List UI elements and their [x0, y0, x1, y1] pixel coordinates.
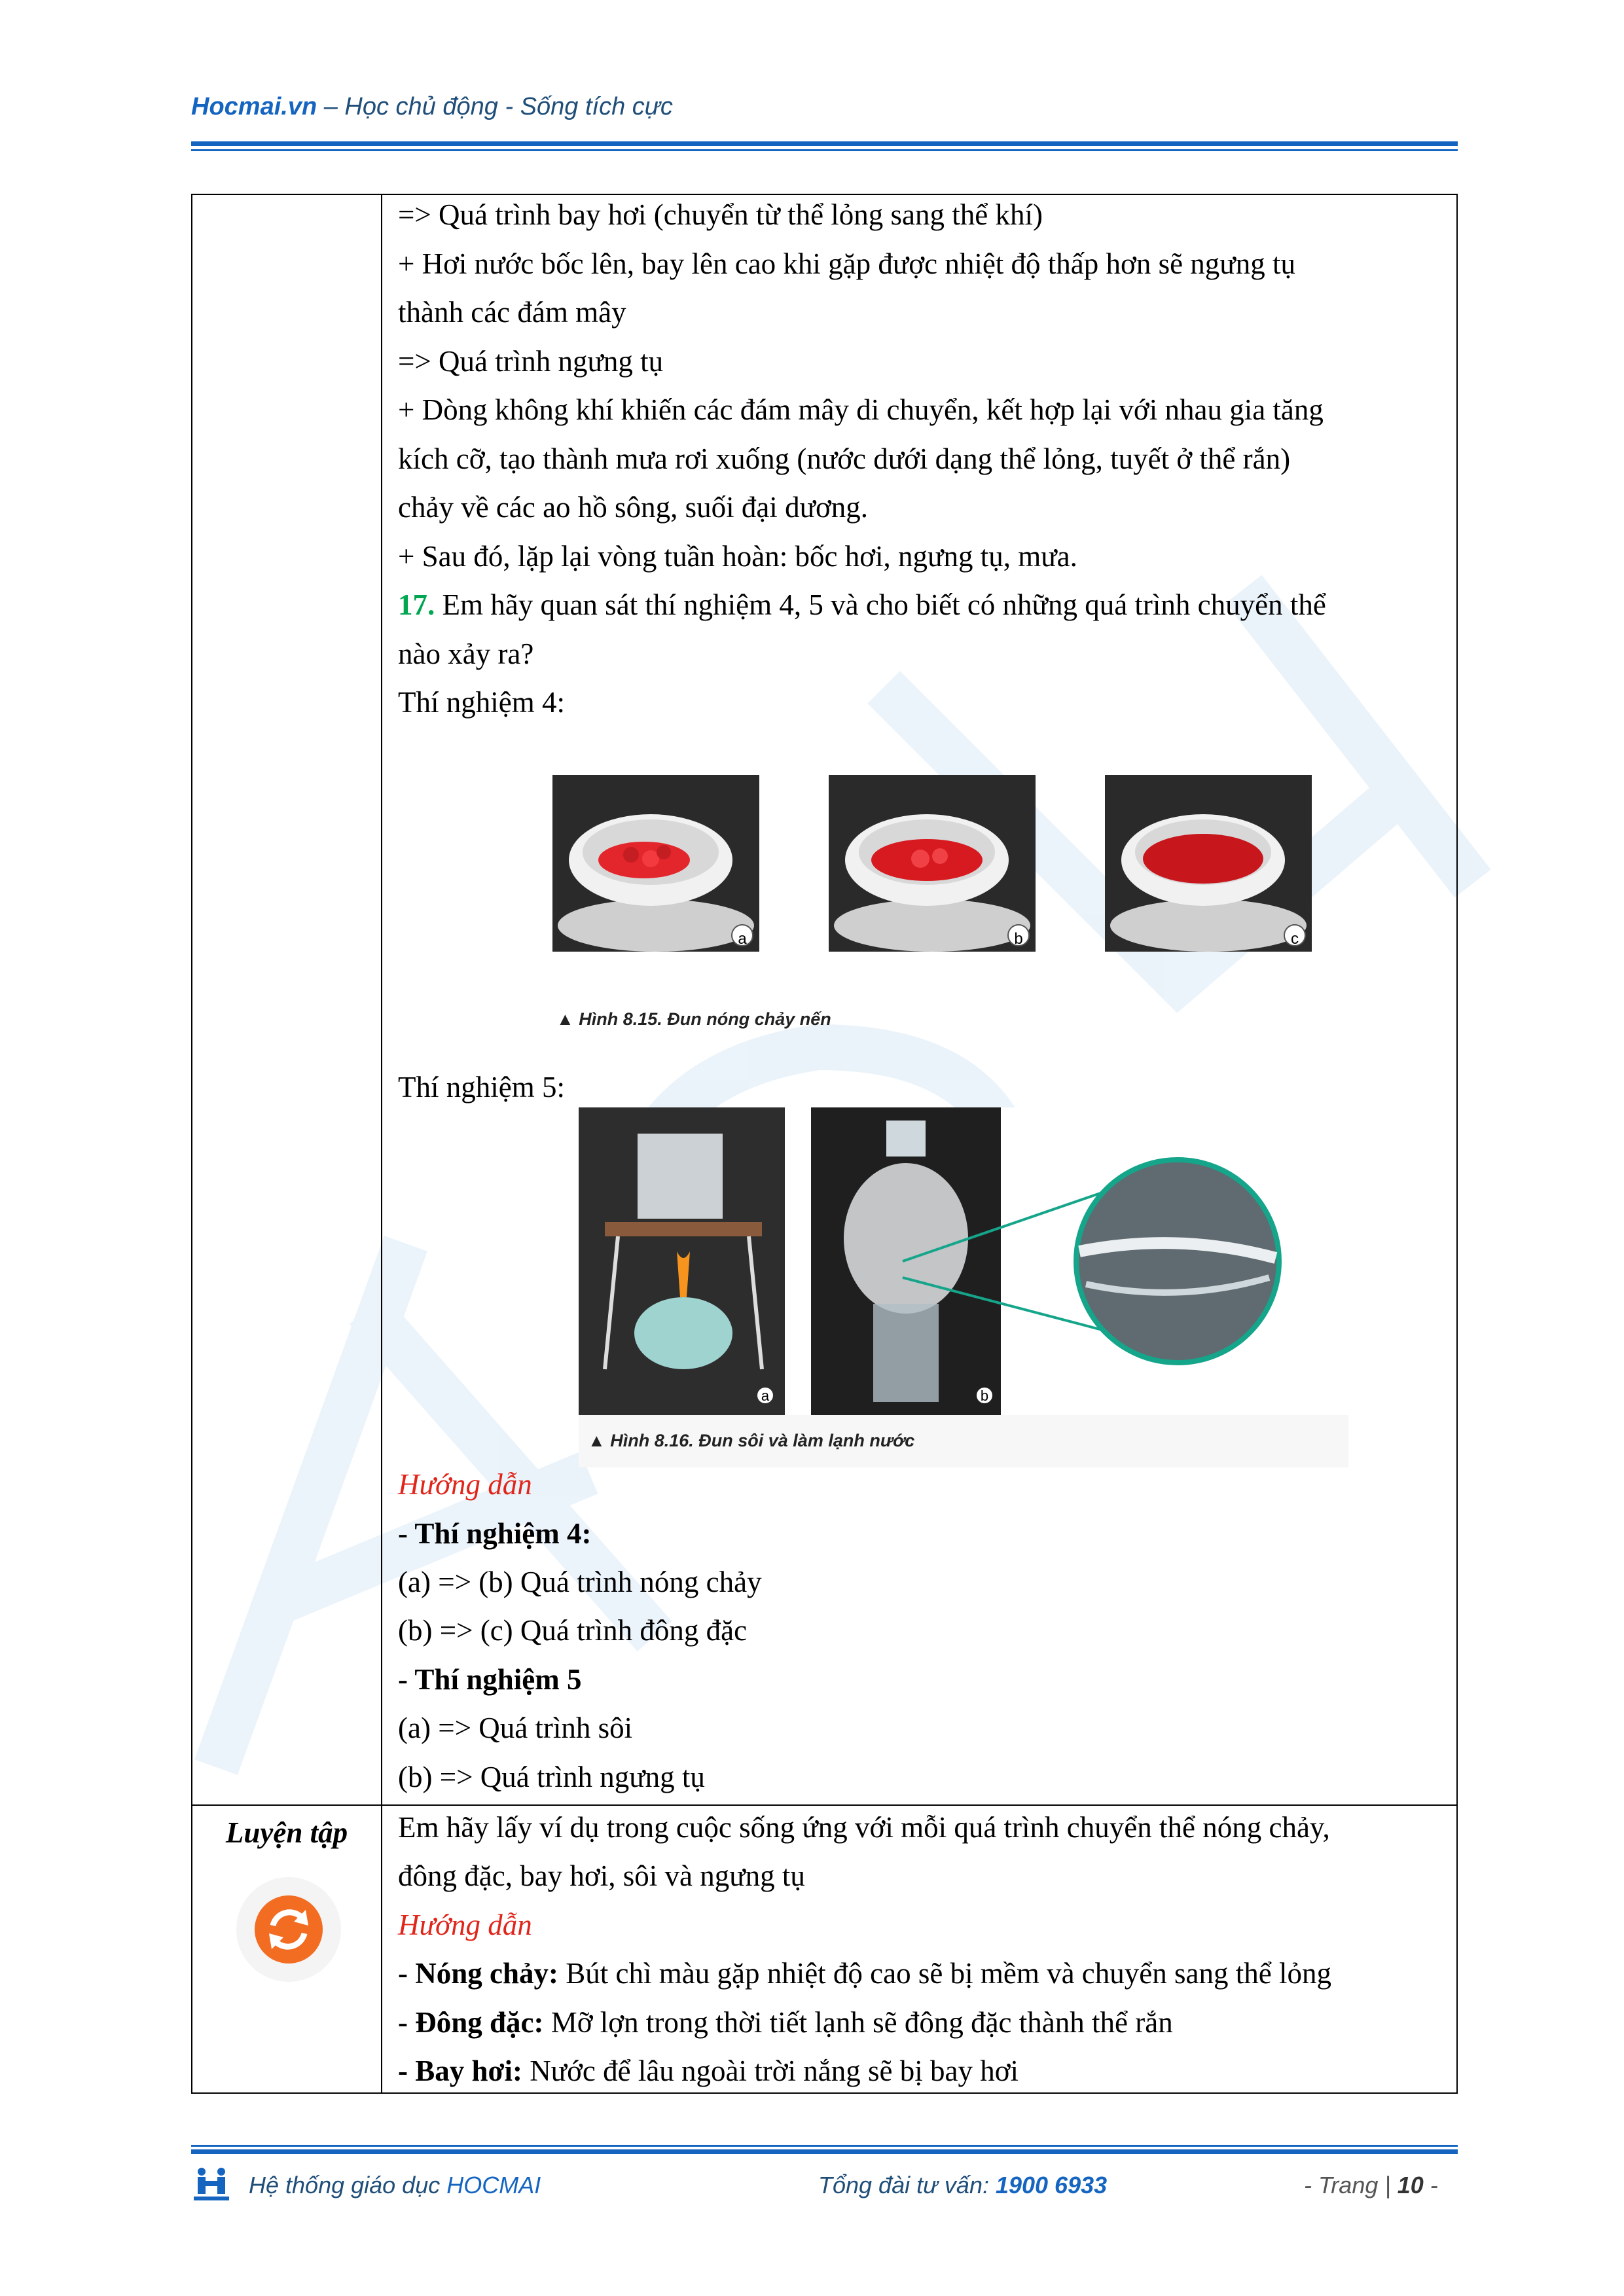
column-divider: [381, 195, 382, 2092]
body-line: thành các đám mây: [398, 296, 626, 329]
footer-system-label: Hệ thống giáo dục: [249, 2172, 447, 2198]
photo-tag: c: [1291, 930, 1299, 948]
photo-c: [1105, 775, 1312, 952]
page-number: [1304, 2172, 1438, 2199]
practice-label: Luyện tập: [225, 1816, 348, 1849]
question-number: 17.: [398, 588, 435, 621]
hocmai-logo-icon: [191, 2165, 232, 2203]
answer-line: (a) => (b) Quá trình nóng chảy: [398, 1566, 762, 1598]
answer-line: (b) => (c) Quá trình đông đặc: [398, 1614, 748, 1647]
photo-a: [552, 775, 759, 952]
header-rule: [191, 141, 1458, 146]
footer-rule: [191, 2149, 1458, 2154]
answer-heading: - Thí nghiệm 5: [398, 1663, 582, 1696]
body-line: kích cỡ, tạo thành mưa rơi xuống (nước dưới dạng thể lỏng, tuyết ở thể rắn): [398, 442, 1291, 475]
answer-term: - Nóng chảy:: [398, 1957, 558, 1990]
footer-system: [249, 2172, 541, 2199]
guide-heading: Hướng dẫn: [398, 1909, 532, 1941]
guide-heading: Hướng dẫn: [398, 1468, 532, 1501]
body-line: + Hơi nước bốc lên, bay lên cao khi gặp được nhiệt độ thấp hơn sẽ ngưng tụ: [398, 247, 1295, 280]
figure-caption: ▲ Hình 8.16. Đun sôi và làm lạnh nước: [588, 1431, 915, 1450]
photo-boiling: [579, 1107, 785, 1415]
refresh-icon: [235, 1876, 342, 1983]
experiment-4-label: Thí nghiệm 4:: [398, 686, 565, 719]
footer-hotline: [818, 2172, 1107, 2199]
photo-b: [829, 775, 1036, 952]
photo-tag: b: [980, 1388, 989, 1404]
photo-tag: a: [761, 1388, 770, 1404]
practice-question-cont: đông đặc, bay hơi, sôi và ngưng tụ: [398, 1859, 805, 1892]
answer-text: Nước để lâu ngoài trời nắng sẽ bị bay hơi: [522, 2054, 1019, 2087]
body-line: => Quá trình ngưng tụ: [398, 345, 664, 378]
answer-text: Bút chì màu gặp nhiệt độ cao sẽ bị mềm và chuyển sang thể lỏng: [558, 1957, 1331, 1990]
answer-line: (b) => Quá trình ngưng tụ: [398, 1761, 705, 1793]
question-text-cont: nào xảy ra?: [398, 637, 534, 670]
row-divider: [192, 1804, 1456, 1806]
footer-rule-thin: [191, 2145, 1458, 2147]
page-label: - Trang |: [1304, 2172, 1398, 2198]
figure-8-16: [579, 1107, 1348, 1467]
header-brand[interactable]: Hocmai.vn: [191, 93, 317, 120]
page-end: -: [1423, 2172, 1438, 2198]
header-tagline: – Học chủ động - Sống tích cực: [317, 93, 673, 120]
page-number-value: 10: [1397, 2172, 1424, 2198]
body-line: + Sau đó, lặp lại vòng tuần hoàn: bốc hơi, ngưng tụ, mưa.: [398, 540, 1077, 573]
figure-8-15: [552, 775, 1331, 978]
answer-text: Mỡ lợn trong thời tiết lạnh sẽ đông đặc thành thể rắn: [543, 2006, 1173, 2039]
practice-answer: [398, 2004, 1173, 2041]
footer-system-brand[interactable]: HOCMAI: [446, 2172, 541, 2198]
practice-answer: [398, 1955, 1331, 1992]
hotline-number[interactable]: 1900 6933: [995, 2172, 1108, 2198]
answer-line: (a) => Quá trình sôi: [398, 1712, 633, 1744]
question-17: [398, 586, 1326, 623]
question-text: Em hãy quan sát thí nghiệm 4, 5 và cho biết có những quá trình chuyển thể: [435, 588, 1326, 621]
photo-tag: b: [1014, 930, 1023, 948]
header-rule-thin: [191, 149, 1458, 151]
practice-answer: [398, 2053, 1019, 2089]
answer-term: - Bay hơi:: [398, 2054, 522, 2087]
body-line: => Quá trình bay hơi (chuyển từ thể lỏng sang thể khí): [398, 198, 1043, 231]
practice-question: Em hãy lấy ví dụ trong cuộc sống ứng với mỗi quá trình chuyển thể nóng chảy,: [398, 1811, 1330, 1844]
body-line: chảy về các ao hồ sông, suối đại dương.: [398, 491, 869, 524]
answer-heading: - Thí nghiệm 4:: [398, 1517, 592, 1550]
body-line: + Dòng không khí khiến các đám mây di chuyển, kết hợp lại với nhau gia tăng: [398, 393, 1324, 426]
figure-caption: ▲ Hình 8.15. Đun nóng chảy nến: [556, 1009, 831, 1029]
experiment-5-label: Thí nghiệm 5:: [398, 1071, 565, 1103]
answer-term: - Đông đặc:: [398, 2006, 544, 2039]
hotline-label: Tổng đài tư vấn:: [818, 2172, 996, 2198]
photo-tag: a: [738, 930, 747, 948]
page-header: [191, 93, 673, 121]
lesson-table: [191, 194, 1458, 2094]
